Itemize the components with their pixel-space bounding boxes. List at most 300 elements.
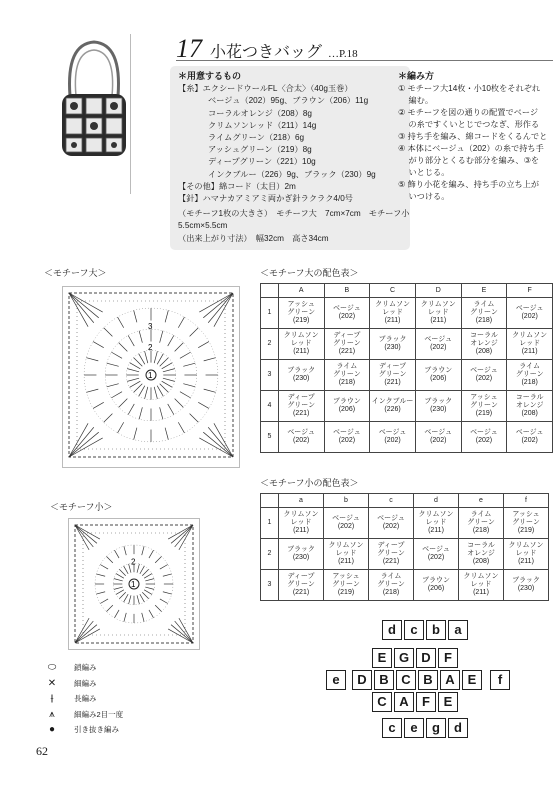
corner-stitch <box>75 625 97 643</box>
color-cell <box>415 422 461 453</box>
color-text: (211) <box>293 348 310 355</box>
row-number: 3 <box>261 570 279 601</box>
motif-cell: D <box>352 670 372 690</box>
color-text: アッシュ <box>512 511 540 518</box>
double-crochet-stitch <box>104 414 113 423</box>
materials-line: インクブルー（226）9g、ブラック（230）9g <box>208 169 376 179</box>
color-text: クリムソン <box>283 511 319 518</box>
double-crochet-stitch <box>163 378 175 381</box>
color-text: (206) <box>430 375 447 382</box>
color-cell <box>369 508 414 539</box>
color-text: (226) <box>384 406 401 413</box>
column-header: e <box>459 494 504 508</box>
motif-cell: b <box>426 620 446 640</box>
double-crochet-stitch <box>106 556 112 562</box>
page-number: 62 <box>36 744 48 758</box>
row-number: 4 <box>261 391 279 422</box>
color-cell <box>324 508 369 539</box>
color-text: グリーン <box>377 581 405 588</box>
double-crochet-stitch <box>168 335 174 346</box>
color-text: ディープ <box>287 394 315 401</box>
column-header: c <box>369 494 414 508</box>
single-crochet-icon: ✕ <box>47 677 57 689</box>
color-text: ライム <box>473 301 495 308</box>
color-text: ベージュ <box>333 429 361 436</box>
double-crochet-stitch <box>130 363 141 369</box>
color-text: クリムソン <box>375 301 411 308</box>
double-crochet-stitch <box>168 404 174 415</box>
color-text: グリーン <box>332 581 360 588</box>
color-text: グリーン <box>378 371 407 378</box>
large-motif-diagram <box>62 286 240 468</box>
color-text: グリーン <box>287 581 315 588</box>
color-text: (230) <box>430 406 447 413</box>
color-cell <box>504 508 549 539</box>
small-motif-diagram <box>68 518 200 650</box>
color-text: コーラル <box>515 394 544 401</box>
double-crochet-stitch <box>163 592 172 594</box>
color-text: (202) <box>338 313 356 320</box>
color-text: (202) <box>293 437 310 444</box>
double-crochet-stitch <box>175 399 184 408</box>
small-color-table <box>260 493 549 601</box>
column-header: b <box>324 494 369 508</box>
color-text: (211) <box>518 558 534 565</box>
color-text: (208) <box>472 558 490 565</box>
motif-cell: e <box>404 718 424 738</box>
double-crochet-stitch <box>190 328 199 337</box>
color-text: ベージュ <box>424 336 453 343</box>
color-cell <box>279 539 324 570</box>
double-crochet-stitch <box>124 566 129 574</box>
round-number: 1 <box>148 371 153 380</box>
color-cell <box>459 539 504 570</box>
double-crochet-stitch <box>119 569 125 575</box>
instruction-line: ② モチーフを図の通りの配置でベージ <box>398 108 539 117</box>
pattern-name: 小花つきバッグ <box>210 44 323 61</box>
motif-cell: d <box>448 718 468 738</box>
double-crochet-stitch <box>86 358 98 361</box>
column-header <box>261 494 279 508</box>
double-crochet-stitch <box>111 392 122 398</box>
column-header: B <box>324 284 370 298</box>
color-text: (230) <box>517 585 535 592</box>
instructions-heading: ＊編み方 <box>398 71 435 81</box>
color-text: クリムソン <box>420 301 456 308</box>
color-text: (230) <box>384 344 401 351</box>
row-number: 2 <box>261 329 279 360</box>
double-crochet-stitch <box>160 599 168 604</box>
color-text: (206) <box>427 585 445 592</box>
corner-stitch <box>75 525 97 543</box>
color-text: (202) <box>521 437 538 444</box>
color-cell <box>370 329 416 360</box>
sc2tog-icon: ⩚ <box>49 708 55 720</box>
color-text: ブラウン <box>332 398 361 405</box>
color-cell <box>507 329 553 360</box>
double-crochet-stitch <box>119 399 128 408</box>
motif-cell: A <box>394 692 414 712</box>
color-text: レッド <box>290 519 312 526</box>
legend-item <box>44 691 123 707</box>
motif-cell: E <box>438 692 458 712</box>
color-text: ディープ <box>377 542 405 549</box>
color-text: ディープ <box>333 332 361 339</box>
double-crochet-stitch <box>114 579 123 581</box>
double-crochet-stitch <box>93 342 104 348</box>
column-header: a <box>279 494 324 508</box>
color-text: コーラル <box>470 332 498 339</box>
color-text: ライム <box>380 573 402 580</box>
motif-cell: E <box>372 648 392 668</box>
color-text: (211) <box>521 348 538 355</box>
color-cell <box>324 360 370 391</box>
double-crochet-stitch <box>204 389 216 392</box>
color-cell <box>459 508 504 539</box>
double-crochet-stitch <box>142 546 144 555</box>
table-row <box>261 422 553 453</box>
double-crochet-stitch <box>119 592 125 598</box>
color-text: オレンジ <box>467 550 495 557</box>
double-crochet-stitch <box>160 358 169 367</box>
color-text: グリーン <box>470 402 498 409</box>
color-cell <box>278 329 324 360</box>
color-text: (202) <box>430 437 447 444</box>
bag-photo <box>58 34 131 194</box>
color-text: クリムソン <box>508 542 544 549</box>
color-text: (202) <box>475 375 493 382</box>
color-cell <box>415 298 461 329</box>
color-text: ブラック <box>287 367 316 374</box>
double-crochet-stitch <box>144 590 152 595</box>
color-cell <box>504 539 549 570</box>
motif-cell: B <box>418 670 438 690</box>
color-text: (221) <box>293 410 310 417</box>
corner-stitch <box>208 293 233 323</box>
corner-stitch <box>75 525 93 547</box>
double-crochet-stitch <box>180 352 191 358</box>
instruction-line: ③ 持ち手を編み、綿コードをくるんでと <box>398 132 548 141</box>
corner-stitch <box>69 432 99 457</box>
double-crochet-stitch <box>140 566 145 574</box>
color-text: ベージュ <box>287 429 316 436</box>
double-crochet-stitch <box>154 387 157 399</box>
double-crochet-stitch <box>142 592 148 598</box>
double-crochet-stitch <box>139 354 145 365</box>
double-crochet-stitch <box>124 613 126 622</box>
color-cell <box>414 570 459 601</box>
motif-cell: D <box>416 648 436 668</box>
color-text: ベージュ <box>515 429 544 436</box>
legend-label: 鎖編み <box>74 663 97 672</box>
double-crochet-stitch <box>145 587 154 589</box>
color-text: レッド <box>470 581 492 588</box>
legend-item <box>44 676 123 692</box>
instruction-line: 編む。 <box>398 96 434 105</box>
double-crochet-stitch <box>183 384 195 387</box>
column-header: f <box>504 494 549 508</box>
double-crochet-stitch <box>163 369 175 372</box>
color-text: (221) <box>292 589 310 596</box>
double-crochet-stitch <box>175 343 184 352</box>
double-crochet-stitch <box>134 428 137 440</box>
color-text: (211) <box>293 527 309 534</box>
chain-stitch-icon: ⬭ <box>47 662 57 673</box>
color-text: (202) <box>382 523 400 530</box>
double-crochet-stitch <box>111 352 122 358</box>
corner-stitch <box>175 621 193 643</box>
motif-cell: A <box>440 670 460 690</box>
table-row <box>261 508 549 539</box>
legend-item <box>44 707 123 723</box>
double-crochet-stitch <box>130 381 141 387</box>
color-text: レッド <box>425 519 447 526</box>
color-cell <box>507 298 553 329</box>
color-cell <box>369 570 414 601</box>
motif-cell: C <box>372 692 392 712</box>
color-cell <box>461 422 507 453</box>
color-cell <box>461 391 507 422</box>
instruction-line: ① モチーフ大14枚・小10枚をそれぞれ <box>398 84 541 93</box>
round-number: 1 <box>131 580 136 589</box>
color-text: クリムソン <box>283 332 319 339</box>
color-text: グリーン <box>467 519 495 526</box>
color-cell <box>459 570 504 601</box>
column-header: d <box>414 494 459 508</box>
legend-item <box>44 722 123 738</box>
color-text: グリーン <box>512 519 540 526</box>
motif-cell: G <box>394 648 414 668</box>
double-crochet-stitch <box>107 384 119 387</box>
double-crochet-stitch <box>137 595 139 604</box>
color-cell <box>415 391 461 422</box>
large-color-table-wrap <box>260 283 553 453</box>
color-text: (221) <box>382 558 400 565</box>
double-crochet-stitch <box>134 358 143 367</box>
color-text: ベージュ <box>422 546 450 553</box>
double-crochet-stitch <box>116 574 124 579</box>
double-crochet-stitch <box>128 404 134 415</box>
color-text: (211) <box>338 558 354 565</box>
double-crochet-stitch <box>96 574 105 576</box>
materials-line: ライムグリーン（218）6g <box>208 133 305 143</box>
motif-cell: F <box>438 648 458 668</box>
double-crochet-stitch <box>162 363 173 369</box>
color-text: (211) <box>384 317 401 324</box>
table-row <box>261 570 549 601</box>
motif-cell: C <box>396 670 416 690</box>
double-crochet-stitch <box>183 363 195 366</box>
color-text: クリムソン <box>463 573 499 580</box>
color-text: ベージュ <box>470 367 498 374</box>
color-text: アッシュ <box>470 394 498 401</box>
round-number: 2 <box>148 342 153 352</box>
small-color-table-title: ＜モチーフ小の配色表＞ <box>260 478 359 488</box>
row-number: 1 <box>261 508 279 539</box>
column-header <box>261 284 279 298</box>
table-row <box>261 329 553 360</box>
column-header: A <box>278 284 324 298</box>
color-text: アッシュ <box>287 301 315 308</box>
color-text: アッシュ <box>332 573 360 580</box>
color-text: グリーン <box>377 550 405 557</box>
color-text: (202) <box>430 344 447 351</box>
column-header: D <box>415 284 461 298</box>
color-text: ブラック <box>287 546 315 553</box>
size-line: （出来上がり寸法） 幅32cm 高さ34cm <box>178 233 329 243</box>
double-crochet-stitch <box>114 587 123 589</box>
color-text: (218) <box>521 379 538 386</box>
double-crochet-stitch <box>106 605 112 611</box>
color-text: (202) <box>384 437 401 444</box>
color-cell <box>414 508 459 539</box>
double-crochet-icon: ⫲ <box>50 693 54 704</box>
color-text: (208) <box>521 410 538 417</box>
double-crochet-stitch <box>144 574 152 579</box>
color-text: クリムソン <box>328 542 364 549</box>
legend-label: 長編み <box>74 694 97 703</box>
double-crochet-stitch <box>157 386 163 397</box>
double-crochet-stitch <box>155 556 161 562</box>
color-text: (219) <box>517 527 535 534</box>
color-cell <box>507 360 553 391</box>
double-crochet-stitch <box>115 550 120 558</box>
double-crochet-stitch <box>145 579 154 581</box>
legend-label: 引き抜き編み <box>74 725 119 734</box>
materials-line: クリムソンレッド（211）14g <box>208 120 317 130</box>
color-cell <box>370 298 416 329</box>
materials-heading: ＊用意するもの <box>178 71 242 81</box>
color-text: ベージュ <box>470 429 498 436</box>
motif-cell: c <box>404 620 424 640</box>
double-crochet-stitch <box>180 392 191 398</box>
double-crochet-stitch <box>124 546 126 555</box>
color-text: (218) <box>472 527 490 534</box>
double-crochet-stitch <box>93 402 104 408</box>
corner-stitch <box>203 293 233 318</box>
color-text: グリーン <box>332 340 361 347</box>
title-rule <box>176 60 553 61</box>
color-text: クリムソン <box>418 511 454 518</box>
corner-stitch <box>69 293 99 318</box>
color-text: クリムソン <box>512 332 548 339</box>
double-crochet-stitch <box>104 328 113 337</box>
color-text: ライム <box>336 363 358 370</box>
color-text: (218) <box>382 589 400 596</box>
double-crochet-stitch <box>157 354 163 365</box>
double-crochet-stitch <box>140 594 145 602</box>
double-crochet-stitch <box>107 363 119 366</box>
materials-line: 【糸】エクシードウールFL〈合太〉（40g玉巻） <box>178 84 353 94</box>
double-crochet-stitch <box>145 351 148 363</box>
color-text: (202) <box>521 313 538 320</box>
color-text: (230) <box>293 375 310 382</box>
color-text: ブラック <box>512 577 540 584</box>
column-header: E <box>461 284 507 298</box>
motif-layout-diagram <box>326 620 553 745</box>
table-row <box>261 391 553 422</box>
color-cell <box>324 422 370 453</box>
double-crochet-stitch <box>116 590 124 595</box>
materials-line: 【針】ハマナカアミアミ両かぎ針ラクラク4/0号 <box>178 194 353 204</box>
color-cell <box>278 391 324 422</box>
double-crochet-stitch <box>142 613 144 622</box>
color-text: (211) <box>473 589 489 596</box>
double-crochet-stitch <box>154 351 157 363</box>
pattern-number: 17 <box>176 34 202 63</box>
double-crochet-stitch <box>160 565 168 570</box>
column-header: F <box>507 284 553 298</box>
color-text: グリーン <box>515 371 544 378</box>
color-cell <box>278 298 324 329</box>
legend-label: 細編み2目一度 <box>74 709 124 719</box>
color-text: インクブルー <box>371 398 414 405</box>
color-text: ディープ <box>287 573 315 580</box>
double-crochet-stitch <box>178 422 184 433</box>
double-crochet-stitch <box>100 599 108 604</box>
color-text: ブラック <box>378 336 407 343</box>
color-text: グリーン <box>287 309 316 316</box>
double-crochet-stitch <box>160 331 163 343</box>
row-number: 1 <box>261 298 279 329</box>
large-motif-label: ＜モチーフ大＞ <box>44 268 107 278</box>
double-crochet-stitch <box>190 414 199 423</box>
color-text: (218) <box>338 379 356 386</box>
color-text: ベージュ <box>515 305 544 312</box>
large-color-table-title: ＜モチーフ大の配色表＞ <box>260 268 359 278</box>
double-crochet-stitch <box>118 422 124 433</box>
double-crochet-stitch <box>145 387 148 399</box>
color-cell <box>324 570 369 601</box>
motif-cell: g <box>426 718 446 738</box>
color-text: グリーン <box>287 402 316 409</box>
double-crochet-stitch <box>134 384 143 393</box>
color-text: (218) <box>475 317 493 324</box>
color-cell <box>507 391 553 422</box>
double-crochet-stitch <box>162 381 173 387</box>
row-number: 2 <box>261 539 279 570</box>
color-text: (221) <box>338 348 356 355</box>
corner-stitch <box>75 621 93 643</box>
double-crochet-stitch <box>124 594 129 602</box>
double-crochet-stitch <box>142 569 148 575</box>
instruction-line: いとじる。 <box>398 168 450 177</box>
color-cell <box>278 422 324 453</box>
legend-item <box>44 660 123 676</box>
color-cell <box>461 360 507 391</box>
motif-cell: B <box>374 670 394 690</box>
color-cell <box>279 570 324 601</box>
double-crochet-stitch <box>100 565 108 570</box>
table-row <box>261 360 553 391</box>
color-text: オレンジ <box>515 402 544 409</box>
color-text: コーラル <box>467 542 495 549</box>
materials-line: ベージュ（202）95g、ブラウン（206）11g <box>208 96 369 106</box>
color-text: (202) <box>475 437 493 444</box>
double-crochet-stitch <box>139 407 142 419</box>
double-crochet-stitch <box>96 592 105 594</box>
instruction-line: いつける。 <box>398 192 450 201</box>
table-row <box>261 298 553 329</box>
materials-line: アッシュグリーン（219）8g <box>208 145 312 155</box>
color-text: オレンジ <box>470 340 498 347</box>
color-text: ブラック <box>424 398 453 405</box>
materials-line: 【その他】綿コード（太目）2m <box>178 181 296 191</box>
instruction-line: ⑤ 飾り小花を編み、持ち手の立ち上が <box>398 180 540 189</box>
page-reference: …P.18 <box>328 48 358 60</box>
color-text: レッド <box>335 550 357 557</box>
color-text: (230) <box>292 554 310 561</box>
